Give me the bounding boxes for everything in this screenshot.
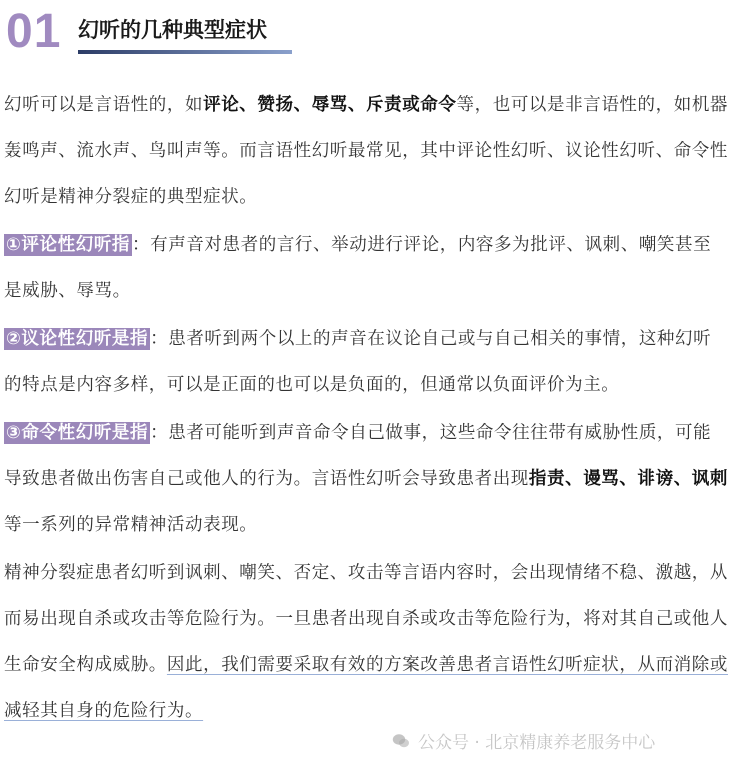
conclusion-underlined: 因此，我们需要采取有效的方案改善患者言语性幻听症状，从而消除或减轻其自身的危险行为。 (4, 655, 729, 721)
section-number: 01 (6, 5, 62, 58)
intro-text-1: 幻听可以是言语性的，如 (4, 95, 204, 115)
wechat-icon (392, 732, 410, 750)
intro-bold-examples: 评论、赞扬、辱骂、斥责或命令 (203, 95, 457, 115)
watermark-text: 公众号 · 北京精康养老服务中心 (418, 733, 656, 753)
comment-text: ：有声音对患者的言行、举动进行评论，内容多为批评、讽刺、嘲笑甚至是威胁、辱骂。 (4, 235, 712, 301)
highlight-label-3: ③命令性幻听是指 (6, 423, 149, 443)
paragraph-command-hallucination (4, 410, 728, 548)
watermark (392, 728, 655, 753)
section-header (6, 6, 296, 62)
section-title: 幻听的几种典型症状 (78, 18, 267, 42)
paragraph-comment-hallucination (4, 222, 728, 314)
command-text-2: 等一系列的异常精神活动表现。 (4, 515, 258, 535)
command-bold-examples: 指责、谩骂、诽谤、讽刺 (528, 469, 729, 489)
paragraph-conclusion (4, 550, 728, 734)
title-underline (78, 50, 292, 54)
intro-text-2: 等，也可以是非言语性的，如机器轰鸣声、流水声、鸟叫声等。而言语性幻听最常见，其中评论性幻听、议论性幻听、命令性幻听是精神分裂症的典型症状。 (4, 95, 729, 207)
paragraph-intro (4, 82, 728, 220)
article-body (4, 82, 728, 736)
highlight-label-2: ②议论性幻听是指 (6, 329, 149, 349)
paragraph-discuss-hallucination (4, 316, 728, 408)
conclusion-text: 精神分裂症患者幻听到讽刺、嘲笑、否定、攻击等言语内容时，会出现情绪不稳、激越，从而易出现自杀或攻击等危险行为。一旦患者出现自杀或攻击等危险行为，将对其自己或他人生命安全构成威胁。 (4, 563, 728, 675)
highlight-label-1: ①评论性幻听指 (6, 235, 131, 255)
discuss-text: ：患者听到两个以上的声音在议论自己或与自己相关的事情，这种幻听的特点是内容多样，可以是正面的也可以是负面的，但通常以负面评价为主。 (4, 329, 712, 395)
command-text-1: ：患者可能听到声音命令自己做事，这些命令往往带有威胁性质，可能导致患者做出伤害自己或他人的行为。言语性幻听会导致患者出现 (4, 423, 712, 489)
